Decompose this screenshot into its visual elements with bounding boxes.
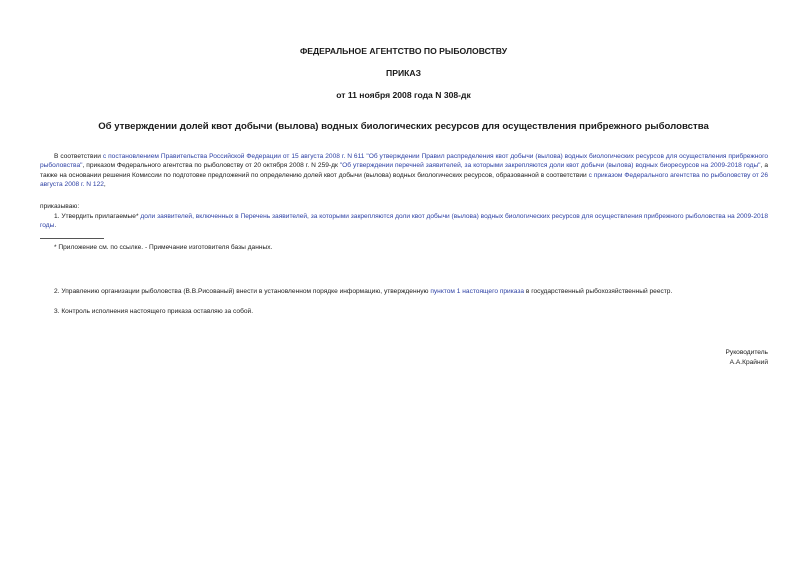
preamble-text-1: В соответствии [54,153,103,160]
footnote-divider [40,238,104,239]
preamble-text-2: , приказом Федерального агентства по рыболовству от 20 октября 2008 г. N 259-дк [82,162,340,170]
document-date-number: от 11 ноября 2008 года N 308-дк [336,90,471,100]
item-2-paragraph [40,287,768,296]
agency-name: ФЕДЕРАЛЬНОЕ АГЕНТСТВО ПО РЫБОЛОВСТВУ [299,46,508,56]
link-shares-of-applicants[interactable]: доли заявителей, включенных в Перечень заявителей, за которыми закрепляются доли квот добычи (вылова) водных биологических ресурсов для осуществления прибрежного рыболовства на 2009-2018 годы [40,213,768,230]
link-order-259[interactable]: "Об утверждении перечней заявителей, за которыми закрепляются доли квот добычи (вылова) водных биоресурсов на 2009-2018 годы" [339,162,761,170]
item-1-paragraph [40,212,768,231]
signature-name: А.А.Крайний [729,359,768,366]
item-2-text-1: 2. Управлению организации рыболовства (В.В.Рисованый) внести в установленном порядке информацию, утвержденную [54,288,431,295]
link-item-1-of-order[interactable]: пунктом 1 настоящего приказа [430,288,525,295]
footnote-text: * Приложение см. по ссылке. - Примечание изготовителя базы данных. [54,244,273,251]
item-1-text-2: . [54,222,57,230]
preamble-paragraph [40,152,768,190]
preamble-text-4: , [103,181,106,189]
link-government-decree-611[interactable]: с постановлением Правительства Российской Федерации от 15 августа 2008 г. N 611 "Об утверждении Правил распределения квот добычи (вылова) водных биологических ресурсов для осуществления прибрежного рыболовства" [40,153,768,170]
item-3-paragraph: 3. Контроль исполнения настоящего приказа оставляю за собой. [54,308,254,315]
document-title: Об утверждении долей квот добычи (вылова) водных биологических ресурсов для осуществления прибрежного рыболовства [98,121,709,132]
document-type: ПРИКАЗ [386,68,421,78]
link-order-122[interactable]: с приказом Федерального агентства по рыболовству от 26 августа 2008 г. N 122 [40,171,769,189]
preamble-text-3: , а также на основании решения Комиссии по подготовке предложений по определению долей квот добычи (вылова) водных биологических ресурсов, образованной в соответствии [40,162,768,179]
order-word: приказываю: [40,203,80,210]
signature-position: Руководитель [725,349,768,356]
item-1-text-1: 1. Утвердить прилагаемые* [54,213,141,220]
item-2-text-2: в государственный рыбохозяйственный реестр. [524,288,673,295]
